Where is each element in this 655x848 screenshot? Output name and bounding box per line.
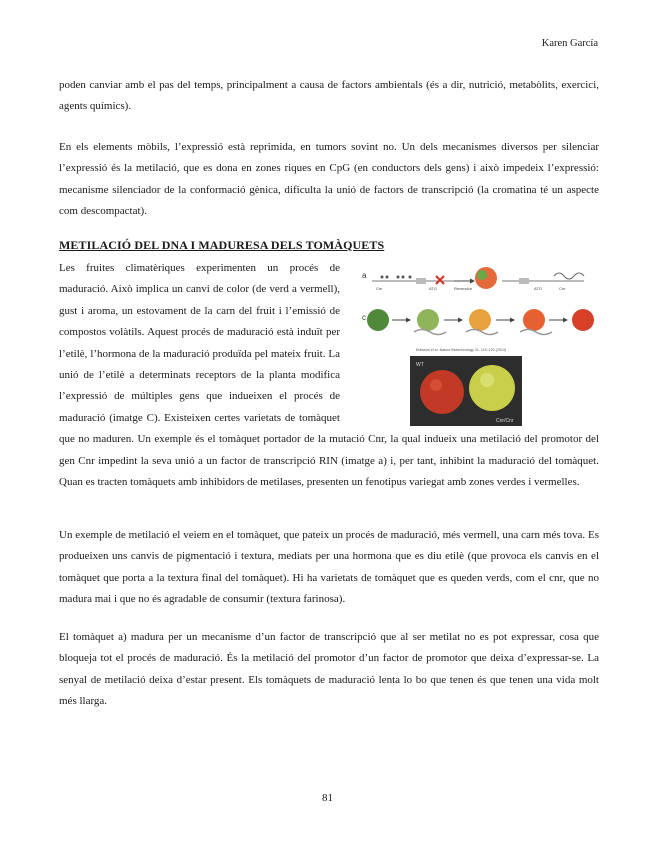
methyl-dot xyxy=(409,276,412,279)
figure-label-a: a xyxy=(362,271,367,280)
highlight-2 xyxy=(480,373,494,387)
green-tomato-icon xyxy=(367,309,389,331)
paragraph-1: poden canviar amb el pas del temps, principalment a causa de factors ambientals (és a dir, nutrició, metabòlits, exercici, agents químics). xyxy=(59,79,599,113)
ripening-tomato-3-icon xyxy=(523,309,545,331)
methyl-dot xyxy=(381,276,384,279)
block-cross-icon xyxy=(436,276,444,284)
highlight xyxy=(430,379,442,391)
page-number: 81 xyxy=(322,792,333,804)
gene-label-1: Cnr xyxy=(376,286,383,291)
atg-label-1: ATG xyxy=(429,286,437,291)
section-text-block xyxy=(59,258,599,493)
photo-label-cnr: Cnr/Cnr xyxy=(496,418,514,424)
photo-label-wt: WT xyxy=(416,362,424,368)
cnr-tomato-photo xyxy=(469,365,515,411)
figure-citation: Eriksson et al. Nature Biotechnology 31, 119–120 (2013) xyxy=(416,348,507,352)
section-text: Les fruites climatèriques experimenten un procés de maduració. Això implica un canvi de color (de verd a vermell), gust i aroma, un estovament de la carn del fruit i l’emissió de compostos volàtils. Aquest procés de maduració està induït per l’etilè, l’hormona de la maduració produïda pel mateix fruit. La unió de l’etilè a determinats receptors de la planta modifica l’expressió de múltiples gens que indueixen el procés de maduració (imatge C). Existeixen certes varietats de tomàquet que no maduren. Un exemple és el tomàquet portador de la mutació Cnr, la qual indueix una metilació del promotor del gen Cnr impedint la seva unió a un factor de transcripció RIN (imatge a) i, per tant, inhibint la maduració del tomàquet. Quan es tracten tomàquets amb inhibidors de metilases, presenten un fenotipus variegat amb zones verdes i vermelles. xyxy=(59,262,599,489)
reversion-label: Reversion xyxy=(454,286,473,291)
tomato-methylation-figure xyxy=(354,258,599,428)
gene-label-2: Cnr xyxy=(559,286,566,291)
promoter-box-2 xyxy=(519,278,529,284)
methyl-dot xyxy=(386,276,389,279)
figure-graphic xyxy=(354,258,599,428)
wt-tomato-photo xyxy=(420,370,464,414)
paragraph-2: En els elements mòbils, l’expressió està reprimida, en tumors sovint no. Un dels mecanismes diversos per silenciar l’expressió és la metilació, que es dona en zones riques en CpG (en conductors dels gens) i això impedeix l’expressió: mecanisme silenciador de la conformació gènica, dificulta la unió de factors de transcripció (la cromatina té un aspecte com descompactat). xyxy=(59,141,599,218)
methyl-dot xyxy=(402,276,405,279)
ripening-tomato-2-icon xyxy=(469,309,491,331)
header-author: Karen García xyxy=(541,38,598,49)
figure-label-c: c xyxy=(362,313,366,322)
methyl-dot xyxy=(397,276,400,279)
transcript-wave xyxy=(554,273,584,279)
ripening-tomato-1-icon xyxy=(417,309,439,331)
tomato-green-patch xyxy=(477,270,487,280)
promoter-box xyxy=(416,278,426,284)
atg-label-2: ATG xyxy=(534,286,542,291)
section-heading: METILACIÓ DEL DNA I MADURESA DELS TOMÀQUETS xyxy=(59,238,385,252)
paragraph-3: Un exemple de metilació el veiem en el tomàquet, que pateix un procés de maduració, més vermell, una carn més tova. Es produeixen uns canvis de pigmentació i textura, mediats per una hormona que es diu etilè (que provoca els canvis en el tomàquet que porta a la textura final del tomàquet). Hi ha varietats de tomàquet que es queden verds, com el cnr, que no madura mai i que no és agradable de consumir (textura farinosa). xyxy=(59,529,599,606)
red-tomato-icon xyxy=(572,309,594,331)
paragraph-4: El tomàquet a) madura per un mecanisme d’un factor de transcripció que al ser metilat no es pot expressar, cosa que bloqueja tot el procés de maduració. És la metilació del promotor d’un factor de promotor que deixa d’expressar-se. La senyal de metilació deixa d’estar present. Els tomàquets de maduració lenta lo bo que tenen és que tenen una vida molt més llarga. xyxy=(59,631,599,708)
